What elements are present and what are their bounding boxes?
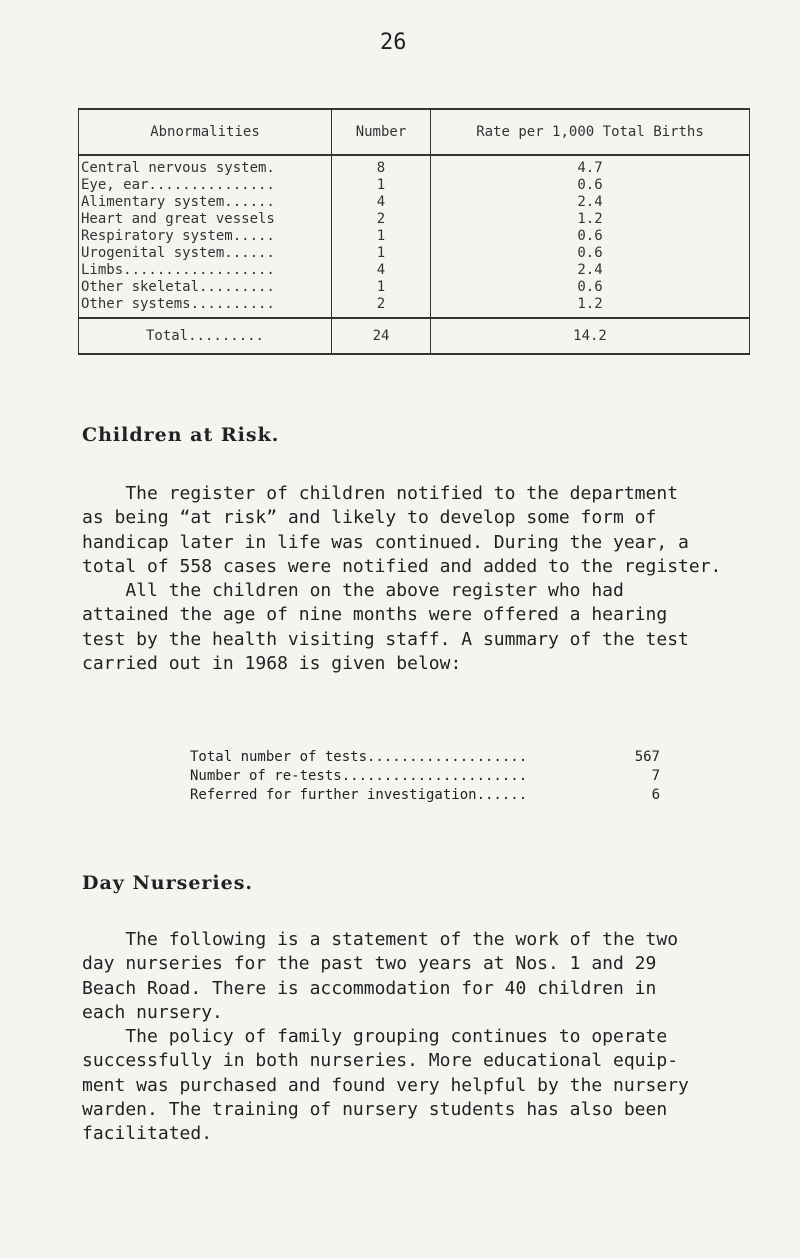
paragraph-line: attained the age of nine months were offered a hearing xyxy=(82,604,668,626)
hearing-test-summary xyxy=(190,748,660,805)
summary-row xyxy=(190,748,660,767)
paragraph-line: ment was purchased and found very helpful by the nursery xyxy=(82,1074,689,1096)
paragraph-line: All the children on the above register who had xyxy=(82,580,624,602)
paragraph-line: Beach Road. There is accommodation for 40 children in xyxy=(82,977,657,999)
paragraph-children-at-risk xyxy=(82,482,762,676)
table-row xyxy=(79,177,750,194)
row-rate: 2.4 xyxy=(431,262,750,279)
row-label: Eye, ear............... xyxy=(79,177,332,194)
table-row xyxy=(79,262,750,279)
table-row xyxy=(79,155,750,177)
paragraph-line: warden. The training of nursery students has also been xyxy=(82,1099,668,1121)
paragraph-line: handicap later in life was continued. During the year, a xyxy=(82,531,689,553)
row-number: 2 xyxy=(332,211,431,228)
header-rate: Rate per 1,000 Total Births xyxy=(431,109,750,155)
paragraph-line: test by the health visiting staff. A summary of the test xyxy=(82,628,689,650)
page-number: 26 xyxy=(380,30,407,55)
row-label: Urogenital system...... xyxy=(79,245,332,262)
summary-label: Referred for further investigation...... xyxy=(190,787,528,803)
row-label: Limbs.................. xyxy=(79,262,332,279)
row-number: 1 xyxy=(332,177,431,194)
row-label: Central nervous system. xyxy=(79,155,332,177)
table-total-row xyxy=(79,318,750,354)
row-label: Respiratory system..... xyxy=(79,228,332,245)
paragraph-line: as being “at risk” and likely to develop some form of xyxy=(82,507,657,529)
row-number: 1 xyxy=(332,279,431,296)
header-abnormalities: Abnormalities xyxy=(79,109,332,155)
paragraph-line: facilitated. xyxy=(82,1123,213,1145)
row-number: 1 xyxy=(332,228,431,245)
paragraph-line: The policy of family grouping continues to operate xyxy=(82,1026,668,1048)
row-number: 4 xyxy=(332,194,431,211)
paragraph-line: total of 558 cases were notified and added to the register. xyxy=(82,555,722,577)
paragraph-line: carried out in 1968 is given below: xyxy=(82,653,462,675)
row-rate: 1.2 xyxy=(431,211,750,228)
row-rate: 0.6 xyxy=(431,245,750,262)
row-number: 8 xyxy=(332,155,431,177)
row-number: 1 xyxy=(332,245,431,262)
summary-value: 7 xyxy=(651,768,660,784)
paragraph-line: day nurseries for the past two years at Nos. 1 and 29 xyxy=(82,953,657,975)
table-header-row xyxy=(79,109,750,155)
row-rate: 0.6 xyxy=(431,228,750,245)
paragraph-line: each nursery. xyxy=(82,1001,223,1023)
total-number: 24 xyxy=(332,318,431,354)
row-number: 2 xyxy=(332,296,431,318)
table-row xyxy=(79,245,750,262)
table-row xyxy=(79,211,750,228)
table-row xyxy=(79,228,750,245)
abnormalities-table xyxy=(78,108,750,355)
table-row xyxy=(79,194,750,211)
row-rate: 4.7 xyxy=(431,155,750,177)
section-heading-day-nurseries: Day Nurseries. xyxy=(82,872,254,894)
row-label: Heart and great vessels xyxy=(79,211,332,228)
total-rate: 14.2 xyxy=(431,318,750,354)
header-number: Number xyxy=(332,109,431,155)
summary-label: Total number of tests................... xyxy=(190,749,528,765)
table-row xyxy=(79,296,750,318)
row-rate: 2.4 xyxy=(431,194,750,211)
paragraph-line: successfully in both nurseries. More educational equip- xyxy=(82,1050,679,1072)
summary-label: Number of re-tests...................... xyxy=(190,768,528,784)
paragraph-line: The register of children notified to the department xyxy=(82,483,679,504)
section-heading-children-at-risk: Children at Risk. xyxy=(82,424,280,446)
summary-row xyxy=(190,786,660,805)
summary-value: 567 xyxy=(634,749,660,765)
row-number: 4 xyxy=(332,262,431,279)
row-rate: 1.2 xyxy=(431,296,750,318)
summary-row xyxy=(190,767,660,786)
row-label: Other systems.......... xyxy=(79,296,332,318)
row-label: Alimentary system...... xyxy=(79,194,332,211)
row-rate: 0.6 xyxy=(431,177,750,194)
row-label: Other skeletal......... xyxy=(79,279,332,296)
total-label: Total......... xyxy=(79,318,332,354)
paragraph-day-nurseries xyxy=(82,928,762,1147)
summary-value: 6 xyxy=(651,787,660,803)
paragraph-line: The following is a statement of the work of the two xyxy=(82,929,679,950)
table-row xyxy=(79,279,750,296)
row-rate: 0.6 xyxy=(431,279,750,296)
